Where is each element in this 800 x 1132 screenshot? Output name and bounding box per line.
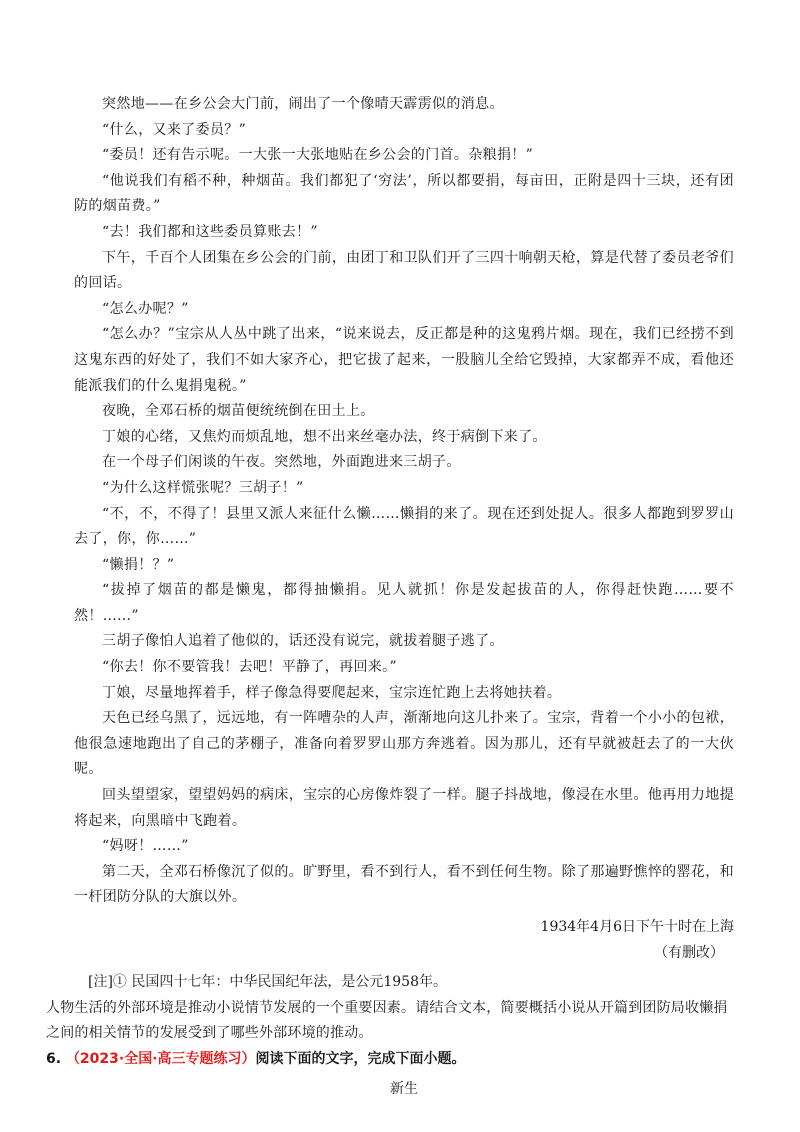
paragraph: “怎么办？”宝宗从人丛中跳了出来，“说来说去，反正都是种的这鬼鸦片烟。现在，我们已经捞不到这鬼东西的好处了，我们不如大家齐心，把它拔了起来，一股脑儿全给它毁掉，大家都弄不成，看他还能派我们的什么鬼捐鬼税。” [74, 326, 734, 394]
paragraph: 丁娘的心绪，又焦灼而烦乱地，想不出来丝毫办法，终于病倒下来了。 [102, 428, 547, 445]
paragraph: “怎么办呢？” [102, 300, 189, 317]
paragraph: 夜晚，全邓石桥的烟苗便统统倒在田土上。 [102, 403, 375, 420]
document-page [46, 92, 734, 1102]
paragraph: “懒捐！？” [102, 556, 175, 573]
question-text: 人物生活的外部环境是推动小说情节发展的一个重要因素。请结合文本，简要概括小说从开篇到团防局收懒捐之间的相关情节的发展受到了哪些外部环境的推动。 [46, 999, 728, 1042]
paragraph: “你去！你不要管我！去吧！平静了，再回来。” [102, 659, 398, 676]
footnote: [注]① 民国四十七年：中华民国纪年法，是公元1958年。 [88, 974, 448, 991]
paragraph: “去！我们都和这些委员算账去！” [102, 223, 318, 240]
paragraph: “拔掉了烟苗的都是懒鬼，都得抽懒捐。见人就抓！你是发起拔苗的人，你得赶快跑……要不然！……” [74, 582, 734, 624]
question-instruction: 阅读下面的文字，完成下面小题。 [255, 1050, 466, 1067]
paragraph: “为什么这样慌张呢？三胡子！” [102, 479, 304, 496]
story-body [74, 92, 734, 911]
question-number: 6. [46, 1050, 62, 1067]
paragraph: “不，不，不得了！县里又派人来征什么懒……懒捐的来了。现在还到处捉人。很多人都跑到罗罗山去了，你，你……” [74, 505, 734, 548]
paragraph: “他说我们有稻不种，种烟苗。我们都犯了‘穷法’，所以都要捐，每亩田，正附是四十三块，还有团防的烟苗费。” [74, 172, 734, 215]
paragraph: 在一个母子们闲谈的午夜。突然地，外面跑进来三胡子。 [102, 454, 461, 471]
paragraph: 天色已经乌黑了，远远地，有一阵嘈杂的人声，渐渐地向这儿扑来了。宝宗，背着一个小小的包袱，他很急速地跑出了自己的茅棚子，准备向着罗罗山那方奔逃着。因为那儿，还有早就被赶去了的一大伙呢。 [74, 710, 734, 778]
edited-note: （有删改） [654, 944, 724, 961]
next-question-header [46, 1047, 734, 1073]
passage-title: 新生 [390, 1080, 418, 1097]
paragraph: 下午，千百个人团集在乡公会的门前，由团丁和卫队们开了三四十响朝天枪，算是代替了委员老爷们的回话。 [74, 249, 734, 292]
question-source: （2023·全国·高三专题练习） [65, 1050, 256, 1067]
paragraph: 突然地——在乡公会大门前，闹出了一个像晴天霹雳似的消息。 [102, 96, 504, 112]
paragraph: 丁娘，尽量地挥着手，样子像急得要爬起来，宝宗连忙跑上去将她扶着。 [102, 684, 562, 701]
paragraph: 三胡子像怕人追着了他似的，话还没有说完，就拔着腿子逃了。 [102, 633, 504, 650]
paragraph: “妈呀！……” [102, 838, 189, 855]
paragraph: 第二天，全邓石桥像沉了似的。旷野里，看不到行人，看不到任何生物。除了那遍野憔悴的罂花，和一杆团防分队的大旗以外。 [74, 863, 734, 906]
dateline: 1934年4月6日下午十时在上海 [540, 919, 734, 935]
paragraph: “委员！还有告示呢。一大张一大张地贴在乡公会的门首。杂粮捐！” [102, 147, 534, 164]
paragraph: 回头望望家，望望妈妈的病床，宝宗的心房像炸裂了一样。腿子抖战地，像浸在水里。他再用力地提将起来，向黑暗中飞跑着。 [74, 787, 734, 829]
paragraph: “什么，又来了委员？” [102, 121, 247, 138]
